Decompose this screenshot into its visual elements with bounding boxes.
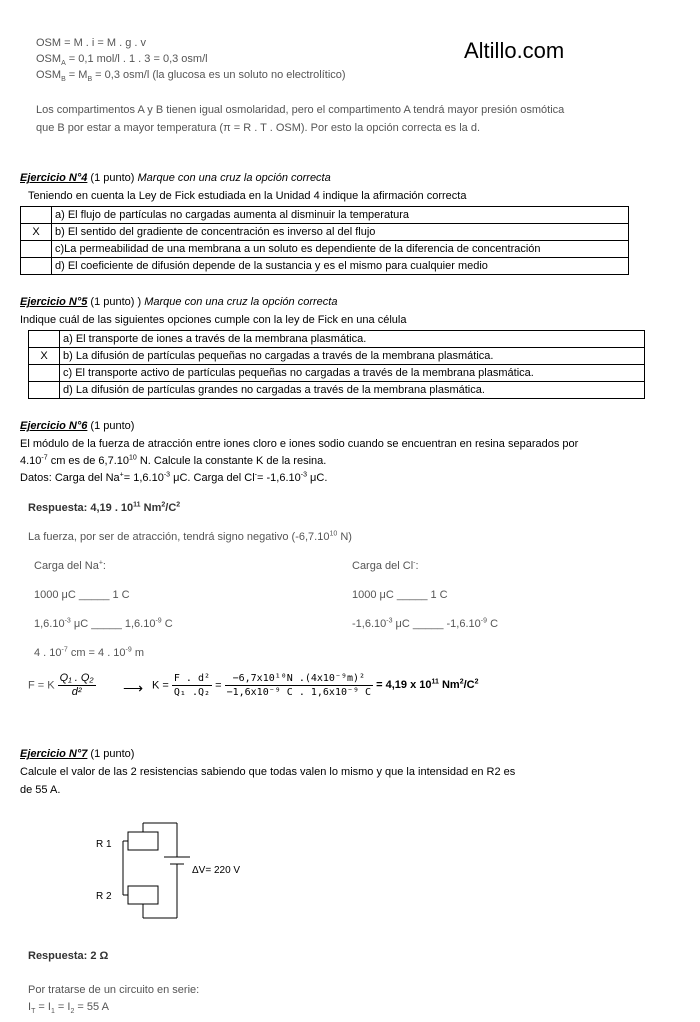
ex5-options-table <box>28 330 645 399</box>
osm-b-text: OSM <box>36 69 62 81</box>
t: + <box>119 471 124 479</box>
distance-conversion <box>34 647 144 659</box>
t: μC. Carga del Cl <box>170 472 255 484</box>
intro-paragraph-line2: que B por estar a mayor temperatura (π = R . T . OSM). Por esto la opción correcta es la d. <box>36 122 481 134</box>
ex5-mark-d[interactable] <box>29 382 60 399</box>
f-den: d² <box>71 686 82 698</box>
t: -3 <box>64 617 71 625</box>
coulomb-formula <box>28 672 96 699</box>
t: 2 <box>70 1008 75 1016</box>
k-den2: −1,6x10⁻⁹ C . 1,6x10⁻⁹ C <box>226 687 372 698</box>
t: cm es de 6,7.10 <box>47 455 129 467</box>
t: 11 <box>431 678 439 686</box>
t: Nm <box>140 502 162 514</box>
t: + <box>98 559 103 567</box>
site-logo: Altillo.com <box>464 38 565 63</box>
t: = 1,6.10 <box>123 472 164 484</box>
intro-paragraph-line1: Los compartimentos A y B tienen igual osmolaridad, pero el compartimento A tendrá mayor presión osmótica <box>36 104 565 116</box>
t: = -1,6.10 <box>257 472 301 484</box>
t: = I <box>35 1001 51 1013</box>
t: 4 . 10 <box>34 647 62 659</box>
ex7-question-line1: Calcule el valor de las 2 resistencias sabiendo que todas valen lo mismo y que la intensidad en R2 es <box>20 766 516 778</box>
ex7-points: (1 punto) <box>87 748 135 760</box>
ex5-option-d: d) La difusión de partículas grandes no cargadas a través de la membrana plasmática. <box>60 382 645 399</box>
ex6-question-line1: El módulo de la fuerza de atracción entre iones cloro e iones sodio cuando se encuentran en resina separados por <box>20 438 579 450</box>
t: /C <box>165 502 177 514</box>
ex4-options-table <box>20 206 629 275</box>
ex4-question: Teniendo en cuenta la Ley de Fick estudiada en la Unidad 4 indique la afirmación correcta <box>28 190 467 202</box>
osm-formula: OSM = M . i = M . g . v <box>36 37 147 49</box>
t: C <box>487 618 499 630</box>
ex4-title: Ejercicio N°4 <box>20 172 88 184</box>
k-num2: −6,7x10¹⁰N .(4x10⁻⁹m)² <box>225 672 374 686</box>
t: -7 <box>41 454 48 462</box>
ex5-instruction: Marque con una cruz la opción correcta <box>144 296 338 308</box>
ex6-answer <box>28 502 180 514</box>
t: Carga del Na <box>34 560 99 572</box>
ex4-mark-d[interactable] <box>21 258 52 275</box>
ex5-option-a: a) El transporte de iones a través de la membrana plasmática. <box>60 331 645 348</box>
osm-b-sub: B <box>61 76 66 84</box>
t: 1 <box>50 1008 55 1016</box>
t: μC _____ -1,6.10 <box>392 618 481 630</box>
ex5-mark-b[interactable]: X <box>29 348 60 365</box>
voltage-label: ΔV= 220 V <box>192 865 241 876</box>
t: = 4,19 x 10 <box>376 679 432 692</box>
osm-a-sub: A <box>61 60 66 68</box>
t: m <box>131 647 145 659</box>
t: 10 <box>128 454 137 462</box>
t: La fuerza, por ser de atracción, tendrá signo negativo (-6,7.10 <box>28 531 330 543</box>
k-num: F . d² <box>173 673 211 684</box>
ex4-mark-c[interactable] <box>21 241 52 258</box>
arrow-icon: ⟶ <box>123 680 144 696</box>
table-row <box>29 365 645 382</box>
t: /C <box>463 679 475 692</box>
t: C <box>161 618 173 630</box>
t: 2 <box>176 501 181 509</box>
osm-b-line <box>36 69 346 84</box>
t: -7 <box>61 646 68 654</box>
cl-conversion-1: 1000 μC _____ 1 C <box>352 589 448 601</box>
ex4-option-b: b) El sentido del gradiente de concentración es inverso al del flujo <box>52 224 629 241</box>
t: -9 <box>125 646 132 654</box>
t: μC _____ 1,6.10 <box>70 618 156 630</box>
t: -9 <box>480 617 488 625</box>
t: -9 <box>155 617 162 625</box>
r2-label: R 2 <box>96 891 112 902</box>
k-fraction <box>172 672 212 699</box>
ex4-option-c: c)La permeabilidad de una membrana a un soluto es dependiente de la diferencia de concentración <box>52 241 629 258</box>
ex4-instruction: Marque con una cruz la opción correcta <box>137 172 331 184</box>
resistor-r1 <box>128 832 158 850</box>
circuit-diagram <box>120 818 200 928</box>
f-lhs: F = K <box>28 679 55 692</box>
t: N) <box>337 531 352 543</box>
ex5-points: (1 punto) ) <box>87 296 145 308</box>
cl-conversion-2 <box>352 618 498 630</box>
ex6-title: Ejercicio N°6 <box>20 420 88 432</box>
table-row <box>21 207 629 224</box>
table-row <box>29 348 645 365</box>
t: -3 <box>386 617 393 625</box>
ex7-note: Por tratarse de un circuito en serie: <box>28 984 200 996</box>
table-row <box>21 241 629 258</box>
ex6-heading <box>20 420 134 432</box>
t: 2 <box>459 678 464 686</box>
r1-label: R 1 <box>96 839 112 850</box>
ex7-answer: Respuesta: 2 Ω <box>28 950 109 962</box>
resistor-r2 <box>128 886 158 904</box>
k-result <box>376 679 478 691</box>
ex4-option-a: a) El flujo de partículas no cargadas aumenta al disminuir la temperatura <box>52 207 629 224</box>
table-row <box>29 382 645 399</box>
ex5-option-b: b) La difusión de partículas pequeñas no cargadas a través de la membrana plasmática. <box>60 348 645 365</box>
ex4-mark-a[interactable] <box>21 207 52 224</box>
t: Datos: Carga del Na <box>20 472 120 484</box>
t: -1,6.10 <box>352 618 387 630</box>
ex4-heading <box>20 172 331 184</box>
k-formula <box>152 672 479 699</box>
t: Respuesta: 4,19 . 10 <box>28 502 134 514</box>
ex7-current-equation <box>28 1001 109 1016</box>
na-title <box>34 560 106 572</box>
t: -3 <box>163 471 171 479</box>
t: - <box>413 559 416 567</box>
t: cm = 4 . 10 <box>67 647 126 659</box>
t: Nm <box>438 679 460 692</box>
t: T <box>31 1008 36 1016</box>
k-den: Q₁ .Q₂ <box>173 687 211 698</box>
osm-a-text: OSM <box>36 53 62 65</box>
ex7-question-line2: de 55 A. <box>20 784 61 796</box>
k-lhs: K = <box>152 679 169 692</box>
t: - <box>254 471 258 479</box>
k-fraction-values <box>225 672 374 699</box>
ex6-question-line2 <box>20 455 326 467</box>
ex7-title: Ejercicio N°7 <box>20 748 88 760</box>
t: N. Calcule la constante K de la resina. <box>136 455 327 467</box>
ex5-heading <box>20 296 337 308</box>
ex4-option-d: d) El coeficiente de difusión depende de la sustancia y es el mismo para cualquier medio <box>52 258 629 275</box>
ex5-mark-c[interactable] <box>29 365 60 382</box>
t: = 55 A <box>74 1001 109 1013</box>
ex7-heading <box>20 748 134 760</box>
t: : <box>415 560 419 572</box>
ex5-title: Ejercicio N°5 <box>20 296 88 308</box>
t: 2 <box>161 501 166 509</box>
f-num: Q₁ . Q₂ <box>59 672 94 684</box>
table-row <box>21 224 629 241</box>
ex4-points: (1 punto) <box>87 172 138 184</box>
na-conversion-1: 1000 μC _____ 1 C <box>34 589 130 601</box>
ex6-question-line3 <box>20 472 327 484</box>
t: = I <box>54 1001 71 1013</box>
k-eq: = <box>215 679 222 692</box>
osm-b-value: = 0,3 osm/l (la glucosa es un soluto no electrolítico) <box>92 69 346 81</box>
t: μC. <box>306 472 328 484</box>
na-conversion-2 <box>34 618 173 630</box>
ex5-option-c: c) El transporte activo de partículas pequeñas no cargadas a través de la membrana plasmática. <box>60 365 645 382</box>
osm-b-sub2: B <box>87 76 93 84</box>
osm-a-value: = 0,1 mol/l . 1 . 3 = 0,3 osm/l <box>65 53 208 65</box>
osm-b-mid: = M <box>65 69 88 81</box>
t: I <box>28 1001 32 1013</box>
cl-title <box>352 560 419 572</box>
t: 11 <box>133 501 141 509</box>
table-row <box>21 258 629 275</box>
t: 10 <box>329 530 338 538</box>
t: -3 <box>300 471 307 479</box>
t: 4.10 <box>20 455 42 467</box>
table-row <box>29 331 645 348</box>
f-fraction <box>58 672 96 699</box>
osm-a-line <box>36 53 208 68</box>
ex5-mark-a[interactable] <box>29 331 60 348</box>
t: 2 <box>474 678 479 686</box>
t: : <box>102 560 106 572</box>
ex5-question: Indique cuál de las siguientes opciones cumple con la ley de Fick en una célula <box>20 314 407 326</box>
t: 1,6.10 <box>34 618 65 630</box>
t: Carga del Cl <box>352 560 414 572</box>
ex6-points: (1 punto) <box>87 420 135 432</box>
ex4-mark-b[interactable]: X <box>21 224 52 241</box>
ex6-note <box>28 531 352 543</box>
